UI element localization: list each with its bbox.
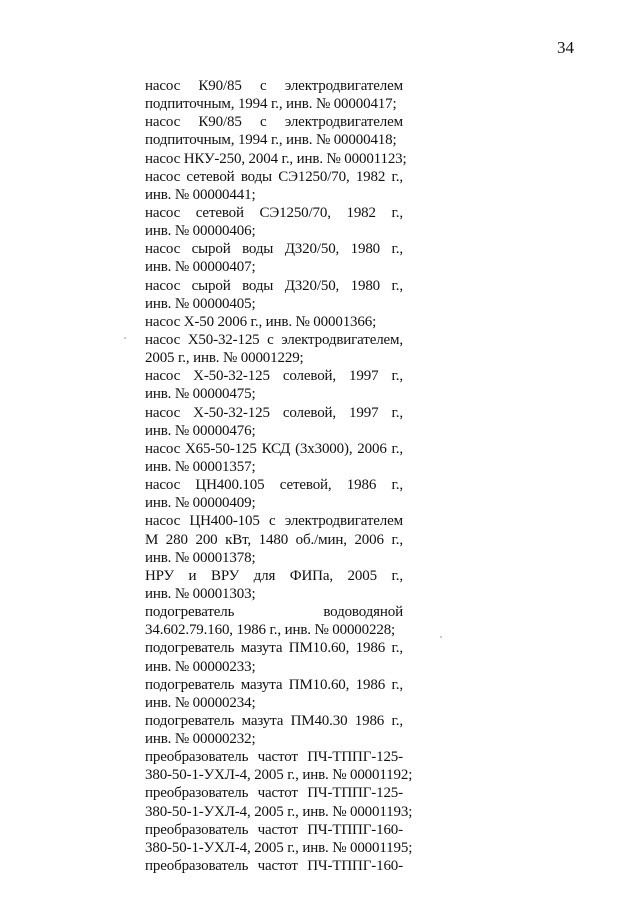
list-line: инв. № 00000475;: [145, 386, 256, 403]
list-line: насос Х65-50-125 КСД (3х3000), 2006 г.,: [145, 440, 403, 457]
list-line: насос сырой воды Д320/50, 1980 г.,: [145, 241, 403, 258]
list-line: подпиточным, 1994 г., инв. № 00000417;: [145, 96, 397, 113]
list-line: насос К90/85 с электродвигателем: [145, 78, 403, 94]
list-line: насос Х50-32-125 с электродвигателем,: [145, 331, 403, 348]
equipment-list: [145, 77, 413, 875]
list-line: насос Х-50-32-125 солевой, 1997 г.,: [145, 368, 403, 385]
list-line: инв. № 00001357;: [145, 458, 256, 475]
list-line: 34.602.79.160, 1986 г., инв. № 00000228;: [145, 622, 396, 639]
list-line: М 280 200 кВт, 1480 об./мин, 2006 г.,: [145, 531, 403, 548]
list-line: подогреватель мазута ПМ10.60, 1986 г.,: [145, 676, 403, 693]
scan-speck: [440, 636, 442, 638]
list-line: инв. № 00001303;: [145, 585, 256, 602]
list-line: 2005 г., инв. № 00001229;: [145, 350, 304, 367]
list-line: насос ЦН400.105 сетевой, 1986 г.,: [145, 477, 403, 494]
list-line: инв. № 00000476;: [145, 422, 256, 439]
page-number: 34: [557, 38, 574, 57]
list-line: подпиточным, 1994 г., инв. № 00000418;: [145, 132, 397, 149]
list-line: насос ЦН400-105 с электродвигателем: [145, 513, 403, 530]
list-line: 380-50-1-УХЛ-4, 2005 г., инв. № 00001195;: [145, 839, 413, 856]
list-line: подогреватель мазута ПМ40.30 1986 г.,: [145, 712, 403, 729]
list-line: инв. № 00001378;: [145, 549, 256, 566]
list-line: 380-50-1-УХЛ-4, 2005 г., инв. № 00001192;: [145, 767, 413, 784]
list-line: насос сырой воды Д320/50, 1980 г.,: [145, 277, 403, 294]
list-line: насос сетевой СЭ1250/70, 1982 г.,: [145, 204, 403, 221]
list-line: инв. № 00000233;: [145, 658, 256, 675]
list-line: насос Х-50 2006 г., инв. № 00001366;: [145, 313, 377, 330]
list-line: подогреватель водоводяной: [145, 604, 403, 621]
list-line: инв. № 00000409;: [145, 495, 256, 512]
list-line: преобразователь частот ПЧ-ТППГ-160-: [145, 858, 403, 875]
list-line: насос сетевой воды СЭ1250/70, 1982 г.,: [145, 168, 403, 185]
list-line: насос НКУ-250, 2004 г., инв. № 00001123;: [145, 150, 407, 167]
list-line: насос Х-50-32-125 солевой, 1997 г.,: [145, 404, 403, 421]
list-line: НРУ и ВРУ для ФИПа, 2005 г.,: [145, 567, 403, 584]
list-line: инв. № 00000407;: [145, 259, 256, 276]
scan-speck: [124, 337, 126, 339]
list-line: преобразователь частот ПЧ-ТППГ-125-: [145, 785, 403, 802]
list-line: насос К90/85 с электродвигателем: [145, 114, 403, 131]
list-line: преобразователь частот ПЧ-ТППГ-125-: [145, 749, 403, 766]
list-line: инв. № 00000405;: [145, 295, 256, 312]
list-line: инв. № 00000441;: [145, 186, 256, 203]
list-line: 380-50-1-УХЛ-4, 2005 г., инв. № 00001193;: [145, 803, 413, 820]
list-line: подогреватель мазута ПМ10.60, 1986 г.,: [145, 640, 403, 657]
list-line: инв. № 00000406;: [145, 223, 256, 240]
list-line: инв. № 00000234;: [145, 694, 256, 711]
list-line: инв. № 00000232;: [145, 731, 256, 748]
list-line: преобразователь частот ПЧ-ТППГ-160-: [145, 821, 403, 838]
